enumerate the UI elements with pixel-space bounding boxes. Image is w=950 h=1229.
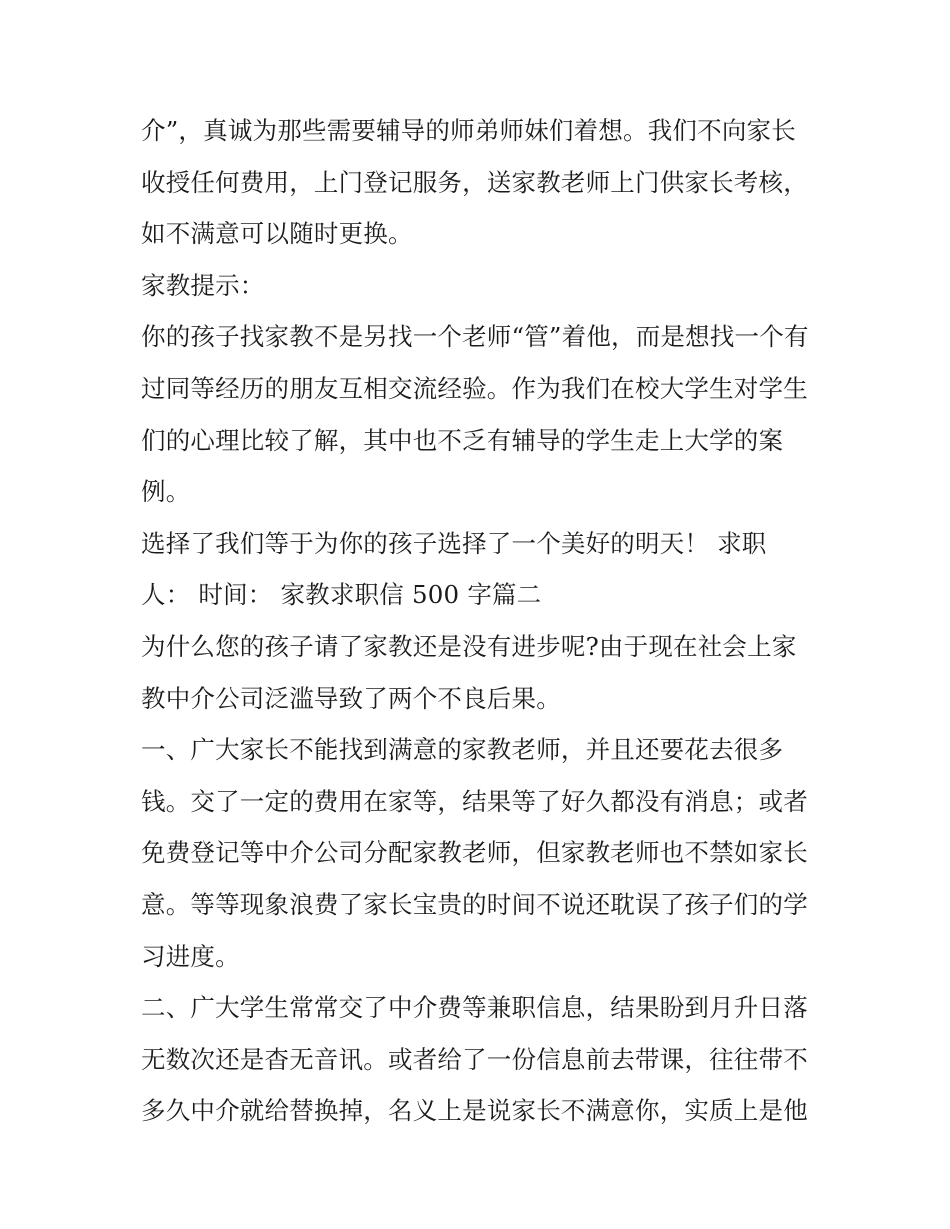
text-line: 钱。交了一定的费用在家等，结果等了好久都没有消息；或者 bbox=[141, 786, 808, 816]
text-line: 教中介公司泛滥导致了两个不良后果。 bbox=[141, 683, 561, 713]
section-label: 家教提示： bbox=[141, 270, 265, 300]
text-line: 们的心理比较了解，其中也不乏有辅导的学生走上大学的案 bbox=[141, 425, 784, 455]
text-line: 收授任何费用，上门登记服务，送家教老师上门供家长考核， bbox=[141, 167, 808, 197]
text-line: 二、广大学生常常交了中介费等兼职信息，结果盼到月升日落 bbox=[141, 993, 808, 1023]
text-line: 免费登记等中介公司分配家教老师，但家教老师也不禁如家长 bbox=[141, 838, 808, 868]
text-line: 例。 bbox=[141, 477, 191, 507]
text-line: 多久中介就给替换掉，名义上是说家长不满意你，实质上是他 bbox=[141, 1096, 808, 1126]
text-line: 习进度。 bbox=[141, 941, 240, 971]
text-line: 介”，真诚为那些需要辅导的师弟师妹们着想。我们不向家长 bbox=[141, 116, 796, 145]
text-line: 人： 时间： 家教求职信 500 字篇二 bbox=[141, 580, 542, 610]
text-line: 你的孩子找家教不是另找一个老师“管”着他，而是想找一个有 bbox=[141, 322, 809, 352]
text-line: 选择了我们等于为你的孩子选择了一个美好的明天！ 求职 bbox=[141, 528, 767, 558]
text-line: 一、广大家长不能找到满意的家教老师，并且还要花去很多 bbox=[141, 735, 784, 765]
text-line: 意。等等现象浪费了家长宝贵的时间不说还耽误了孩子们的学 bbox=[141, 889, 808, 919]
text-line: 过同等经历的朋友互相交流经验。作为我们在校大学生对学生 bbox=[141, 373, 808, 403]
text-line: 为什么您的孩子请了家教还是没有进步呢?由于现在社会上家 bbox=[141, 631, 797, 661]
document-body bbox=[141, 105, 821, 1137]
text-line: 如不满意可以随时更换。 bbox=[141, 219, 413, 249]
text-line: 无数次还是杳无音讯。或者给了一份信息前去带课，往往带不 bbox=[141, 1044, 808, 1074]
